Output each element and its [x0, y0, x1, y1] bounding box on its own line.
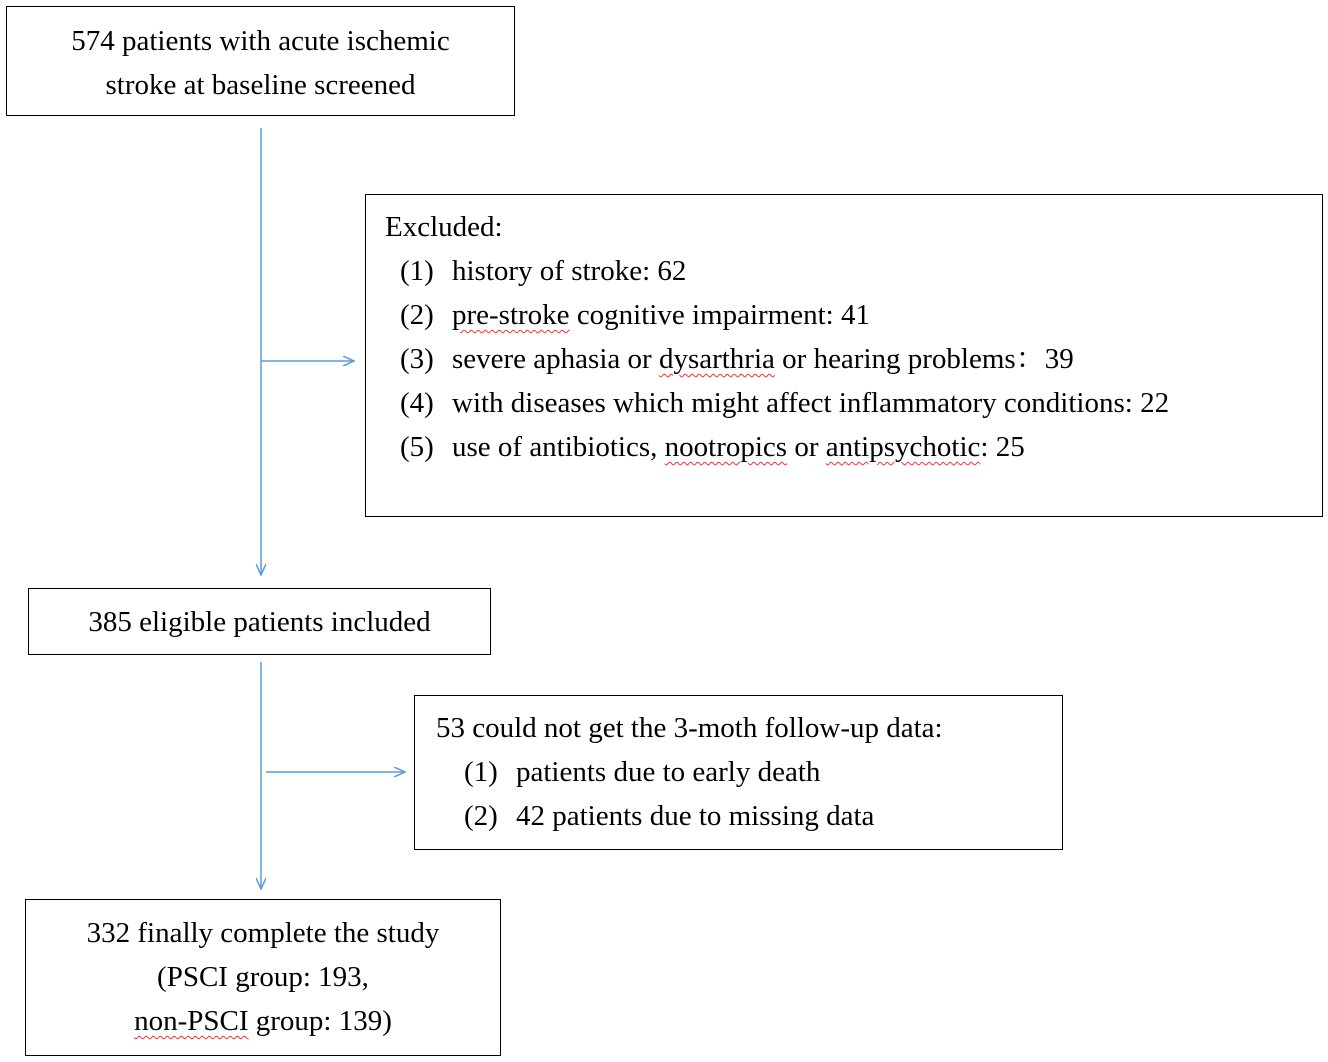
- excluded-item-number: (3): [400, 343, 434, 375]
- followup-lost-item-number: (1): [464, 756, 498, 788]
- excluded-item-text: severe aphasia or: [452, 343, 659, 375]
- excluded-item-text: pre-stroke: [452, 299, 570, 331]
- completed-line-3-prefix: non-PSCI: [134, 1005, 249, 1037]
- excluded-item: [385, 425, 1322, 469]
- completed-line-2: (PSCI group: 193,: [157, 961, 369, 993]
- completed-box: [25, 899, 501, 1056]
- completed-line-3: [26, 999, 500, 1043]
- excluded-item: [385, 293, 1322, 337]
- excluded-item-number: (2): [400, 299, 434, 331]
- completed-line-3-rest: group: 139): [248, 1005, 392, 1037]
- followup-lost-item: [436, 794, 1062, 838]
- excluded-item-number: (5): [400, 431, 434, 463]
- excluded-item-text: history of stroke: 62: [452, 255, 687, 287]
- excluded-item-text: or hearing problems：39: [774, 343, 1074, 375]
- excluded-item-text: use of antibiotics,: [452, 431, 665, 463]
- followup-lost-box: [414, 695, 1063, 850]
- included-text: 385 eligible patients included: [88, 606, 431, 638]
- excluded-item-text: or: [787, 431, 826, 463]
- excluded-item-text: : 25: [980, 431, 1025, 463]
- screened-box: [6, 6, 515, 116]
- screened-line-2: stroke at baseline screened: [105, 69, 416, 101]
- excluded-item-text: antipsychotic: [825, 431, 981, 463]
- excluded-item-text: with diseases which might affect inflammatory conditions: 22: [452, 387, 1170, 419]
- excluded-item: [385, 381, 1322, 425]
- followup-lost-item-number: (2): [464, 800, 498, 832]
- excluded-item-text: dysarthria: [658, 343, 775, 375]
- included-box: [28, 588, 491, 655]
- followup-lost-heading: 53 could not get the 3-moth follow-up data:: [436, 712, 943, 744]
- excluded-item-text: nootropics: [664, 431, 788, 463]
- excluded-item: [385, 249, 1322, 293]
- excluded-item-text: cognitive impairment: 41: [569, 299, 870, 331]
- followup-lost-item-text: patients due to early death: [516, 756, 821, 788]
- screened-line-1: 574 patients with acute ischemic: [71, 25, 450, 57]
- followup-lost-item-text: 42 patients due to missing data: [516, 800, 875, 832]
- excluded-item-number: (4): [400, 387, 434, 419]
- excluded-item: [385, 337, 1322, 381]
- excluded-heading: Excluded:: [385, 211, 503, 243]
- completed-line-1: 332 finally complete the study: [86, 917, 440, 949]
- followup-lost-item: [436, 750, 1062, 794]
- excluded-box: [365, 194, 1323, 517]
- excluded-item-number: (1): [400, 255, 434, 287]
